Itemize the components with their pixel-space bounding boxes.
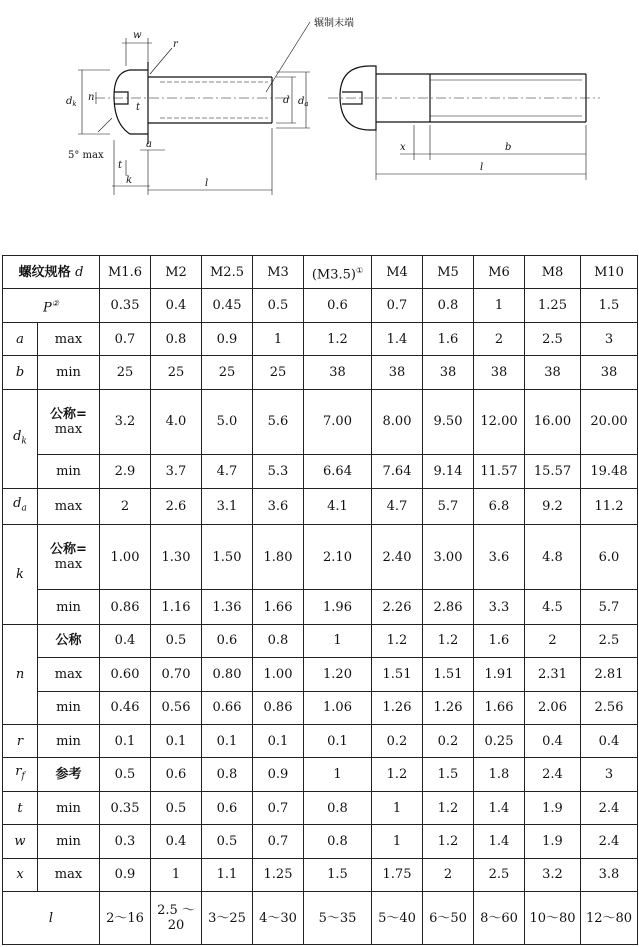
value-cell: 0.9 (100, 858, 151, 891)
label-l2: l (480, 162, 484, 173)
value-cell: 20.00 (581, 389, 638, 454)
row-label: max (38, 658, 100, 691)
row-symbol (3, 289, 100, 322)
value-cell: 0.8 (202, 758, 253, 791)
value-cell: 1.75 (372, 858, 423, 891)
value-cell: 1.5 (304, 858, 372, 891)
value-cell: 0.1 (253, 724, 304, 757)
value-cell: 1.8 (474, 758, 525, 791)
value-cell: 1.80 (253, 525, 304, 590)
value-cell: 1.00 (100, 525, 151, 590)
row-label: min (38, 691, 100, 724)
value-cell: 3.2 (100, 389, 151, 454)
value-cell: 25 (202, 356, 253, 389)
value-cell: 2～16 (100, 892, 151, 945)
value-cell: 3.1 (202, 488, 253, 524)
nominal-label: 公称= (50, 406, 87, 422)
value-cell: 0.4 (525, 724, 581, 757)
screw-technical-drawing (0, 0, 639, 235)
symbol: x (16, 867, 24, 883)
symbol: P (43, 300, 52, 316)
value-cell: 16.00 (525, 389, 581, 454)
value-cell: 6.0 (581, 525, 638, 590)
value-cell: 1.30 (151, 525, 202, 590)
label-d: d (283, 95, 290, 106)
value-cell: 1.36 (202, 590, 253, 624)
value-cell: 38 (372, 356, 423, 389)
value-cell: 0.7 (253, 791, 304, 824)
value-cell: 0.1 (304, 724, 372, 757)
value-cell: 2.5 (525, 322, 581, 355)
value-cell: 0.66 (202, 691, 253, 724)
row-symbol (3, 724, 38, 757)
row-label: 参考 (38, 758, 100, 791)
label-x: x (400, 142, 406, 153)
size-header: M10 (581, 256, 638, 289)
label-dk: $d_k$ (66, 96, 77, 108)
value-cell: 0.2 (372, 724, 423, 757)
symbol-sub: f (21, 771, 25, 782)
table-row (3, 892, 638, 945)
value-cell: 2.5 (581, 624, 638, 657)
value-cell: 1.6 (474, 624, 525, 657)
value-cell: 1.1 (202, 858, 253, 891)
left-head-outline (114, 70, 148, 134)
row-label: min (38, 791, 100, 824)
max-label: max (54, 421, 83, 437)
table-row (3, 256, 638, 289)
corner-symbol: d (75, 264, 84, 280)
value-cell: 0.45 (202, 289, 253, 322)
table-row (3, 825, 638, 858)
table-row (3, 389, 638, 454)
value-cell: 1 (151, 858, 202, 891)
value-cell: 3 (581, 322, 638, 355)
value-cell: 0.7 (100, 322, 151, 355)
row-symbol (3, 356, 38, 389)
value-cell: 0.80 (202, 658, 253, 691)
row-label: max (38, 322, 100, 355)
value-cell: 1.25 (525, 289, 581, 322)
size-header: M2.5 (202, 256, 253, 289)
value-cell: 1.16 (151, 590, 202, 624)
max-label: max (54, 557, 83, 573)
label-b: b (505, 142, 512, 153)
value-cell: 0.8 (151, 322, 202, 355)
value-cell: 2.4 (581, 825, 638, 858)
value-cell: 2 (423, 858, 474, 891)
value-cell: 0.4 (581, 724, 638, 757)
row-label: min (38, 590, 100, 624)
value-cell: 1.6 (423, 322, 474, 355)
value-cell: 0.9 (253, 758, 304, 791)
value-cell: 4.0 (151, 389, 202, 454)
table-row (3, 356, 638, 389)
value-cell: 2.81 (581, 658, 638, 691)
value-cell: 0.60 (100, 658, 151, 691)
value-cell: 11.57 (474, 454, 525, 488)
row-symbol (3, 322, 38, 355)
value-cell: 0.4 (151, 825, 202, 858)
value-cell: 1.2 (423, 624, 474, 657)
symbol-sub: a (21, 504, 27, 514)
label-k: k (126, 175, 133, 186)
value-cell: 2 (525, 624, 581, 657)
value-cell: 2.5 ～20 (151, 892, 202, 945)
value-cell: 6.8 (474, 488, 525, 524)
value-cell: 0.7 (253, 825, 304, 858)
value-cell: 0.8 (423, 289, 474, 322)
value-cell: 38 (474, 356, 525, 389)
symbol-sub: k (21, 436, 27, 447)
value-cell: 2.4 (581, 791, 638, 824)
value-cell: 0.5 (151, 624, 202, 657)
symbol: n (15, 666, 25, 682)
value-cell: 0.5 (100, 758, 151, 791)
value-cell: 0.86 (100, 590, 151, 624)
symbol: d (13, 428, 22, 444)
value-cell: 2.86 (423, 590, 474, 624)
value-cell: 0.8 (304, 791, 372, 824)
value-cell: 0.1 (151, 724, 202, 757)
table-row (3, 590, 638, 624)
footnote-mark: ① (355, 265, 364, 275)
value-cell: 9.50 (423, 389, 474, 454)
value-cell: 0.6 (202, 791, 253, 824)
value-cell: 3.7 (151, 454, 202, 488)
dimensions-table (2, 255, 638, 945)
value-cell: 1.91 (474, 658, 525, 691)
value-cell: 3.00 (423, 525, 474, 590)
value-cell: 1.2 (372, 758, 423, 791)
label-r: r (173, 39, 178, 50)
value-cell: 1.25 (253, 858, 304, 891)
label-angle: 5° max (68, 150, 104, 161)
row-symbol (3, 791, 38, 824)
value-cell: 3.6 (253, 488, 304, 524)
value-cell: 1.5 (423, 758, 474, 791)
symbol: t (17, 800, 23, 816)
value-cell: 4.5 (525, 590, 581, 624)
table-row (3, 322, 638, 355)
value-cell: 8.00 (372, 389, 423, 454)
symbol: r (16, 733, 24, 749)
value-cell: 1.51 (423, 658, 474, 691)
value-cell: 4～30 (253, 892, 304, 945)
size-label: (M3.5) (311, 266, 356, 282)
value-cell: 2 (100, 488, 151, 524)
value-cell: 2 (474, 322, 525, 355)
value-cell: 3.3 (474, 590, 525, 624)
value-cell: 12～80 (581, 892, 638, 945)
value-cell: 1.9 (525, 791, 581, 824)
value-cell: 2.40 (372, 525, 423, 590)
label-t: t (136, 102, 141, 113)
value-cell: 1.50 (202, 525, 253, 590)
size-header: M6 (474, 256, 525, 289)
value-cell: 0.1 (202, 724, 253, 757)
value-cell: 4.7 (372, 488, 423, 524)
corner-label: 螺纹规格 (18, 264, 71, 280)
symbol: d (13, 496, 22, 512)
value-cell: 25 (253, 356, 304, 389)
row-label (38, 525, 100, 590)
nominal-label: 公称= (50, 542, 87, 558)
table-row (3, 691, 638, 724)
value-cell: 9.14 (423, 454, 474, 488)
value-cell: 1.4 (474, 791, 525, 824)
value-cell: 0.4 (100, 624, 151, 657)
value-cell: 1.26 (372, 691, 423, 724)
value-cell: 0.4 (151, 289, 202, 322)
value-cell: 0.35 (100, 791, 151, 824)
value-cell: 1.2 (372, 624, 423, 657)
value-cell: 2.4 (525, 758, 581, 791)
table-row (3, 758, 638, 791)
row-symbol (3, 825, 38, 858)
row-label (38, 389, 100, 454)
value-cell: 2.31 (525, 658, 581, 691)
row-symbol (3, 488, 38, 524)
row-label: min (38, 825, 100, 858)
row-label: min (38, 724, 100, 757)
value-cell: 25 (151, 356, 202, 389)
header-corner (3, 256, 100, 289)
value-cell: 1 (304, 758, 372, 791)
table-row (3, 724, 638, 757)
value-cell: 4.8 (525, 525, 581, 590)
value-cell: 0.25 (474, 724, 525, 757)
value-cell: 10～80 (525, 892, 581, 945)
symbol: a (16, 331, 24, 347)
value-cell: 6～50 (423, 892, 474, 945)
value-cell: 0.70 (151, 658, 202, 691)
row-label: min (38, 356, 100, 389)
value-cell: 2.06 (525, 691, 581, 724)
value-cell: 0.3 (100, 825, 151, 858)
value-cell: 0.8 (304, 825, 372, 858)
label-thread-end: 辗制末端 (314, 18, 354, 29)
value-cell: 1.5 (581, 289, 638, 322)
value-cell: 2.6 (151, 488, 202, 524)
value-cell: 1.66 (474, 691, 525, 724)
symbol: r (15, 764, 22, 780)
table-row (3, 858, 638, 891)
size-header: M2 (151, 256, 202, 289)
table-row (3, 488, 638, 524)
value-cell: 0.5 (202, 825, 253, 858)
value-cell: 3.2 (525, 858, 581, 891)
value-cell: 1 (253, 322, 304, 355)
value-cell: 0.6 (151, 758, 202, 791)
value-cell: 5～35 (304, 892, 372, 945)
value-cell: 38 (423, 356, 474, 389)
label-t2: t (118, 160, 123, 171)
row-symbol (3, 858, 38, 891)
size-header: M4 (372, 256, 423, 289)
value-cell: 5.7 (581, 590, 638, 624)
value-cell: 3.8 (581, 858, 638, 891)
value-cell: 0.8 (253, 624, 304, 657)
label-a: a (146, 139, 152, 150)
row-symbol (3, 892, 100, 945)
value-cell: 11.2 (581, 488, 638, 524)
value-cell: 1.2 (304, 322, 372, 355)
value-cell: 1.20 (304, 658, 372, 691)
value-cell: 0.6 (202, 624, 253, 657)
value-cell: 19.48 (581, 454, 638, 488)
value-cell: 3 (581, 758, 638, 791)
value-cell: 5.3 (253, 454, 304, 488)
value-cell: 2.10 (304, 525, 372, 590)
value-cell: 1.9 (525, 825, 581, 858)
value-cell: 4.1 (304, 488, 372, 524)
symbol: w (14, 833, 26, 849)
value-cell: 2.26 (372, 590, 423, 624)
value-cell: 1.26 (423, 691, 474, 724)
value-cell: 1.2 (423, 825, 474, 858)
size-header (304, 256, 372, 289)
value-cell: 0.35 (100, 289, 151, 322)
value-cell: 1.4 (474, 825, 525, 858)
value-cell: 0.5 (151, 791, 202, 824)
value-cell: 2.5 (474, 858, 525, 891)
value-cell: 8～60 (474, 892, 525, 945)
symbol: l (48, 910, 54, 926)
value-cell: 5.0 (202, 389, 253, 454)
table-row (3, 525, 638, 590)
value-cell: 38 (525, 356, 581, 389)
label-w: w (133, 30, 142, 41)
value-cell: 1.4 (372, 322, 423, 355)
symbol: k (16, 567, 24, 583)
row-label: min (38, 454, 100, 488)
value-cell: 4.7 (202, 454, 253, 488)
value-cell: 38 (304, 356, 372, 389)
value-cell: 25 (100, 356, 151, 389)
value-cell: 0.86 (253, 691, 304, 724)
row-symbol (3, 758, 38, 791)
value-cell: 5～40 (372, 892, 423, 945)
value-cell: 2.56 (581, 691, 638, 724)
value-cell: 0.2 (423, 724, 474, 757)
size-header: M1.6 (100, 256, 151, 289)
value-cell: 1.66 (253, 590, 304, 624)
value-cell: 15.57 (525, 454, 581, 488)
value-cell: 1.06 (304, 691, 372, 724)
value-cell: 0.56 (151, 691, 202, 724)
value-cell: 0.5 (253, 289, 304, 322)
value-cell: 1.2 (423, 791, 474, 824)
row-symbol (3, 525, 38, 624)
row-label: 公称 (38, 624, 100, 657)
value-cell: 1 (474, 289, 525, 322)
value-cell: 12.00 (474, 389, 525, 454)
label-n: n (88, 92, 95, 103)
value-cell: 38 (581, 356, 638, 389)
value-cell: 1.96 (304, 590, 372, 624)
row-symbol (3, 624, 38, 724)
value-cell: 0.7 (372, 289, 423, 322)
value-cell: 0.46 (100, 691, 151, 724)
value-cell: 5.7 (423, 488, 474, 524)
size-header: M3 (253, 256, 304, 289)
value-cell: 7.00 (304, 389, 372, 454)
value-cell: 1 (372, 825, 423, 858)
label-l: l (205, 178, 209, 189)
table-row (3, 454, 638, 488)
value-cell: 1 (372, 791, 423, 824)
row-label: max (38, 858, 100, 891)
label-da: $d_a$ (298, 96, 309, 108)
value-cell: 0.6 (304, 289, 372, 322)
value-cell: 0.9 (202, 322, 253, 355)
row-symbol (3, 389, 38, 488)
size-header: M5 (423, 256, 474, 289)
symbol: b (15, 364, 25, 380)
value-cell: 7.64 (372, 454, 423, 488)
value-cell: 2.9 (100, 454, 151, 488)
value-cell: 6.64 (304, 454, 372, 488)
value-cell: 3～25 (202, 892, 253, 945)
value-cell: 0.1 (100, 724, 151, 757)
value-cell: 1 (304, 624, 372, 657)
table-row (3, 624, 638, 657)
size-header: M8 (525, 256, 581, 289)
value-cell: 1.00 (253, 658, 304, 691)
table-row (3, 791, 638, 824)
table-row (3, 289, 638, 322)
row-label: max (38, 488, 100, 524)
value-cell: 1.51 (372, 658, 423, 691)
value-cell: 9.2 (525, 488, 581, 524)
value-cell: 3.6 (474, 525, 525, 590)
table-row (3, 658, 638, 691)
value-cell: 5.6 (253, 389, 304, 454)
footnote-mark: ② (51, 298, 59, 308)
